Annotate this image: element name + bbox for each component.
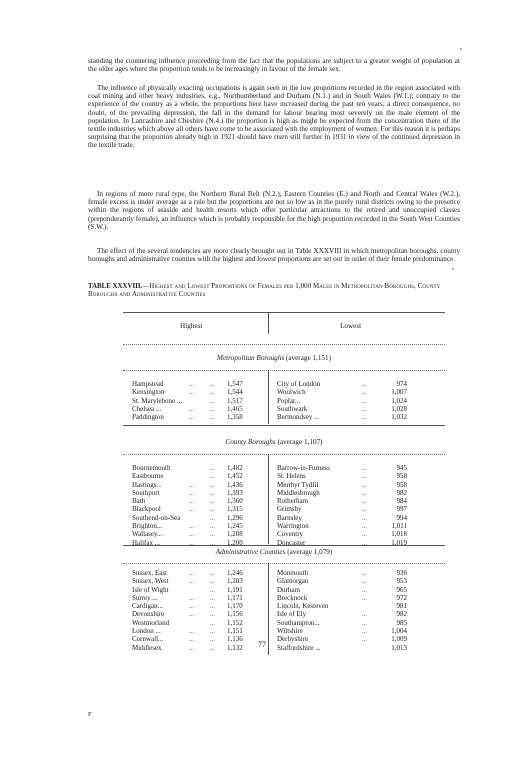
table-row: Hastings... ... ... 1,436 [132,481,262,489]
table-row: Merthyr Tydfil ... 958 [277,480,407,489]
column-header-highest: Highest [180,322,203,330]
paragraph-3-text: In regions of more rural type, the Northern Rural Belt (N.2.), Eastern Counties (E.) and North and Central Wales (W.2.), female excess is under average as a rule but the proportions are not so low as in the purely rural districts owing to the presence within the regions of seaside and health resorts which offer particular attractions to the retired and unoccupied classes (preponderantly female), an influence which is probably responsible for the high proportion recorded in the South West Counties (S.W.). [88,190,460,231]
table-row: Isle of Wight ... 1,191 [132,586,262,594]
row-name: Bath [132,497,146,506]
table-row: Bath ... ... 1,360 [132,497,262,505]
row-name: Rotherham [277,497,309,506]
signature-mark: F [88,711,92,718]
table-row: Southwark ... 1,028 [277,404,407,413]
table-row: Southampton... ... 985 [277,618,407,627]
row-name: Durham [277,585,300,594]
table-row: Barnsley ... 994 [277,513,407,522]
row-value: 1,170 [227,602,243,611]
row-name: Blackpool [132,505,161,514]
row-name: Sussex, West [132,577,169,586]
row-value: 1,245 [227,522,243,531]
row-name: Surrey ... [132,593,158,602]
paragraph-3 [88,190,460,231]
paragraph-4 [88,247,460,263]
row-name: Paddington [132,413,164,422]
row-name: Devonshire [132,610,165,619]
row-value: 1,436 [227,480,243,489]
table-row: London ... ... ... 1,151 [132,627,262,635]
table-row: Bournemouth ... 1,482 [132,464,262,472]
table-row: Kensington ... ... 1,544 [132,388,262,396]
row-value: 1,132 [227,643,243,652]
administrative-counties-lowest-list [277,569,407,652]
row-name: Hastings... [132,480,162,489]
row-name: Barrow-in-Furness [277,464,330,472]
table-row: Rotherham ... 984 [277,497,407,506]
table-row: Sussex, East ... ... 1,246 [132,569,262,577]
row-value: 1,315 [227,505,243,514]
row-name: Southend-on-Sea [132,513,181,522]
row-value: 936 [396,569,407,577]
row-value: 1,547 [227,380,243,388]
row-value: 1,208 [227,530,243,539]
row-value: 1,296 [227,513,243,522]
paragraph-1: standing the countering influence proceeding from the fact that the populations are subject to a greater weight of population at the older ages where the proportion tends to be increasingly in favour of the female sex. [88,57,460,74]
row-value: 1,203 [227,577,243,586]
administrative-counties-highest-list [132,569,262,652]
row-value: 1,028 [391,404,407,413]
table-row: Wallasey... ... ... 1,208 [132,530,262,538]
county-boroughs-highest-list [132,464,262,547]
page-number: 77 [258,640,266,649]
row-name: Southwark [277,404,308,413]
row-value: 1,011 [391,522,407,531]
table-row [277,602,407,610]
metropolitan-highest-list [132,380,262,421]
section-2-divider [268,454,269,544]
table-row: Brecknock ... 972 [277,593,407,602]
table-row: Derbyshire ... 1,009 [277,635,407,644]
row-value: 1,246 [227,569,243,577]
row-value: 997 [396,505,407,514]
row-name: Halifax ... [132,538,160,547]
row-name: Glamorgan [277,577,309,586]
row-name: Kensington [132,388,165,397]
row-value: 1,156 [227,610,243,619]
row-value: 965 [396,585,407,594]
table-row: Barrow-in-Furness ... 945 [277,464,407,472]
table-row: Middlesex ... ... 1,132 [132,644,262,652]
row-name: Coventry [277,530,304,539]
row-name: Derbyshire [277,635,309,644]
county-boroughs-lowest-list [277,464,407,547]
row-value: 1,009 [391,635,407,644]
section-title: Administrative Counties [215,548,286,556]
row-name: Merthyr Tydfil [277,480,319,489]
row-value: 1,032 [391,413,407,422]
section-3-divider [268,563,269,655]
row-name: Bournemouth [132,464,171,472]
table-row: Eastbourne ... 1,452 [132,472,262,480]
row-name: Poplar... [277,396,301,405]
row-value: 1,393 [227,488,243,497]
row-name: Middlesbrough [277,488,320,497]
row-value: 1,358 [227,413,243,422]
section-heading-metropolitan [88,354,460,362]
row-name: Isle of Ely [277,610,307,619]
row-name: Cornwall... [132,635,164,644]
table-row: Glamorgan ... 953 [277,577,407,586]
table-row: City of London ... 974 [277,380,407,388]
row-name: Cardigan... [132,602,163,611]
table-row: Southport ... ... 1,393 [132,489,262,497]
table-row: Blackpool ... ... 1,315 [132,505,262,513]
row-name: Lincoln, Kesteven [277,602,329,611]
row-value: 1,517 [227,396,243,405]
row-value: 1,465 [227,404,243,413]
table-row: Middlesbrough ... 982 [277,488,407,497]
paper-speck [460,48,462,50]
row-value: 1,013 [391,643,407,652]
table-row: Doncaster ... 1,019 [277,538,407,547]
table-row: Coventry ... 1,018 [277,530,407,539]
row-name: Barnsley [277,513,302,522]
table-row: Cardigan... ... ... 1,170 [132,602,262,610]
paper-speck [452,268,454,270]
header-bottom-rule [123,344,445,345]
row-value: 1,452 [227,472,243,481]
row-value: 1,171 [227,593,243,602]
row-name: Grimsby [277,505,302,514]
section-3-top-rule [123,563,445,564]
table-row: Grimsby ... 997 [277,505,407,514]
row-value: 1,482 [227,464,243,472]
row-name: Chelsea ... [132,404,162,413]
table-row: Durham ... 965 [277,585,407,594]
row-name: Middlesex [132,643,162,652]
table-row: Hampstead ... ... 1,547 [132,380,262,388]
table-row: Southend-on-Sea ... 1,296 [132,514,262,522]
row-value: 953 [396,577,407,586]
row-name: Isle of Wight [132,585,169,594]
row-value: 1,191 [227,585,243,594]
row-name: City of London [277,380,321,388]
section-1-top-rule [123,370,445,371]
row-name: Wiltshire [277,627,303,636]
row-name: Sussex, East [132,569,167,577]
row-value: 972 [396,593,407,602]
row-name: Westmorland [132,618,170,627]
paragraph-2 [88,84,460,150]
row-name: Wallasey... [132,530,163,539]
row-name: Staffordshire ... [277,643,321,652]
row-name: Brecknock [277,593,308,602]
row-value: 958 [396,480,407,489]
row-value: 1,544 [227,388,243,397]
table-row: Westmorland ... 1,152 [132,619,262,627]
row-value: 982 [396,610,407,619]
table-row: Devonshire ... ... 1,156 [132,610,262,618]
table-row: Isle of Ely ... 982 [277,610,407,619]
section-heading-administrative-counties [88,548,460,556]
row-value: 1,200 [227,538,243,547]
paragraph-4-text: The effect of the several tendencies are more clearly brought out in Table XXXVIII in which metropolitan boroughs, county boroughs and administrative counties with the highest and lowest proportions are set out in order of their female predominance. [88,247,460,264]
table-row: Chelsea ... ... ... 1,465 [132,405,262,413]
table-row: Sussex, West ... ... 1,203 [132,577,262,585]
row-value: 1,151 [227,627,243,636]
table-row: Surrey ... ... ... 1,171 [132,594,262,602]
table-row: Bermondsey ... ... 1,032 [277,413,407,422]
row-value: 1,152 [227,618,243,627]
row-value: 1,024 [391,396,407,405]
row-value: 1,360 [227,497,243,506]
row-value: 945 [396,464,407,472]
row-value: 958 [396,472,407,481]
table-row: Poplar... ... 1,024 [277,396,407,405]
row-name: Southampton... [277,618,320,627]
table-row: Paddington ... ... 1,358 [132,413,262,421]
section-2-top-rule [123,454,445,455]
table-row [277,644,407,652]
section-title: Metropolitan Boroughs [216,354,285,362]
section-title: County Boroughs [225,438,276,446]
table-row: Brighton... ... ... 1,245 [132,522,262,530]
table-row: Woolwich ... 1,007 [277,388,407,397]
metropolitan-lowest-list [277,380,407,421]
table-row: Cornwall... ... ... 1,136 [132,635,262,643]
row-value: 974 [396,380,407,388]
section-1-bottom-rule [123,425,445,426]
row-name: Brighton... [132,522,163,531]
section-heading-county-boroughs [88,438,460,446]
row-name: St. Helens [277,472,306,481]
row-value: 1,004 [391,627,407,636]
table-title-rest: —Highest and Lowest Proportions of Females per 1,000 Males in Metropolitan Boroughs, County Boroughs and Administrative Counties [88,283,441,299]
row-name: Doncaster [277,538,306,547]
section-average: (average 1,079) [287,548,333,556]
table-row: Wiltshire ... 1,004 [277,627,407,636]
header-divider [268,312,269,334]
row-name: Bermondsey ... [277,413,320,422]
section-average: (average 1,107) [277,438,323,446]
table-row: Warrington ... 1,011 [277,522,407,531]
row-value: 1,007 [391,388,407,397]
section-average: (average 1,151) [285,354,332,362]
row-name: Woolwich [277,388,306,397]
table-row: Halifax ... ... ... 1,200 [132,539,262,547]
table-title [88,283,460,300]
paragraph-2-text: The influence of physically exacting occupations is again seen in the low proportions recorded in the region associated with coal mining and other heavy industries, e.g., Northumberland and Durham (N.1.) and in South Wales (W.1.); contrary to the experience of the country as a whole, the proportions here have increased during the past ten years, a direct consequence, no doubt, of the prevailing depression, the fall in the demand for labour bearing most severely on the male element of the population. In Lancashire and Cheshire (N.4.) the proportion is high as might be expected from the concentration there of the textile industries which above all others have come to be associated with the employment of women. For this reason it is perhaps surprising that the proportion already high in 1921 should have risen still further in 1931 in view of the continued depression in the textile trade. [88,84,460,150]
section-1-divider [268,370,269,424]
table-row: Monmouth ... 936 [277,569,407,577]
row-name: Southport [132,488,160,497]
row-value: 1,019 [391,538,407,547]
table-top-rule [123,312,445,313]
table-row: St. Marylebone ... ... 1,517 [132,397,262,405]
row-value: 982 [396,488,407,497]
row-value: 984 [396,497,407,506]
table-row: St. Helens ... 958 [277,472,407,481]
row-value: 1,136 [227,635,243,644]
row-name: Warrington [277,522,309,531]
row-name: Hampstead [132,380,164,388]
row-name: St. Marylebone ... [132,396,183,405]
row-name: London ... [132,627,161,636]
row-value: 981 [396,602,407,611]
table-title-lead: TABLE XXXVIII. [88,283,143,290]
column-header-lowest: Lowest [340,322,362,330]
row-value: 1,018 [391,530,407,539]
row-name: Monmouth [277,569,309,577]
row-name: Eastbourne [132,472,164,481]
row-value: 994 [396,513,407,522]
row-value: 985 [396,618,407,627]
